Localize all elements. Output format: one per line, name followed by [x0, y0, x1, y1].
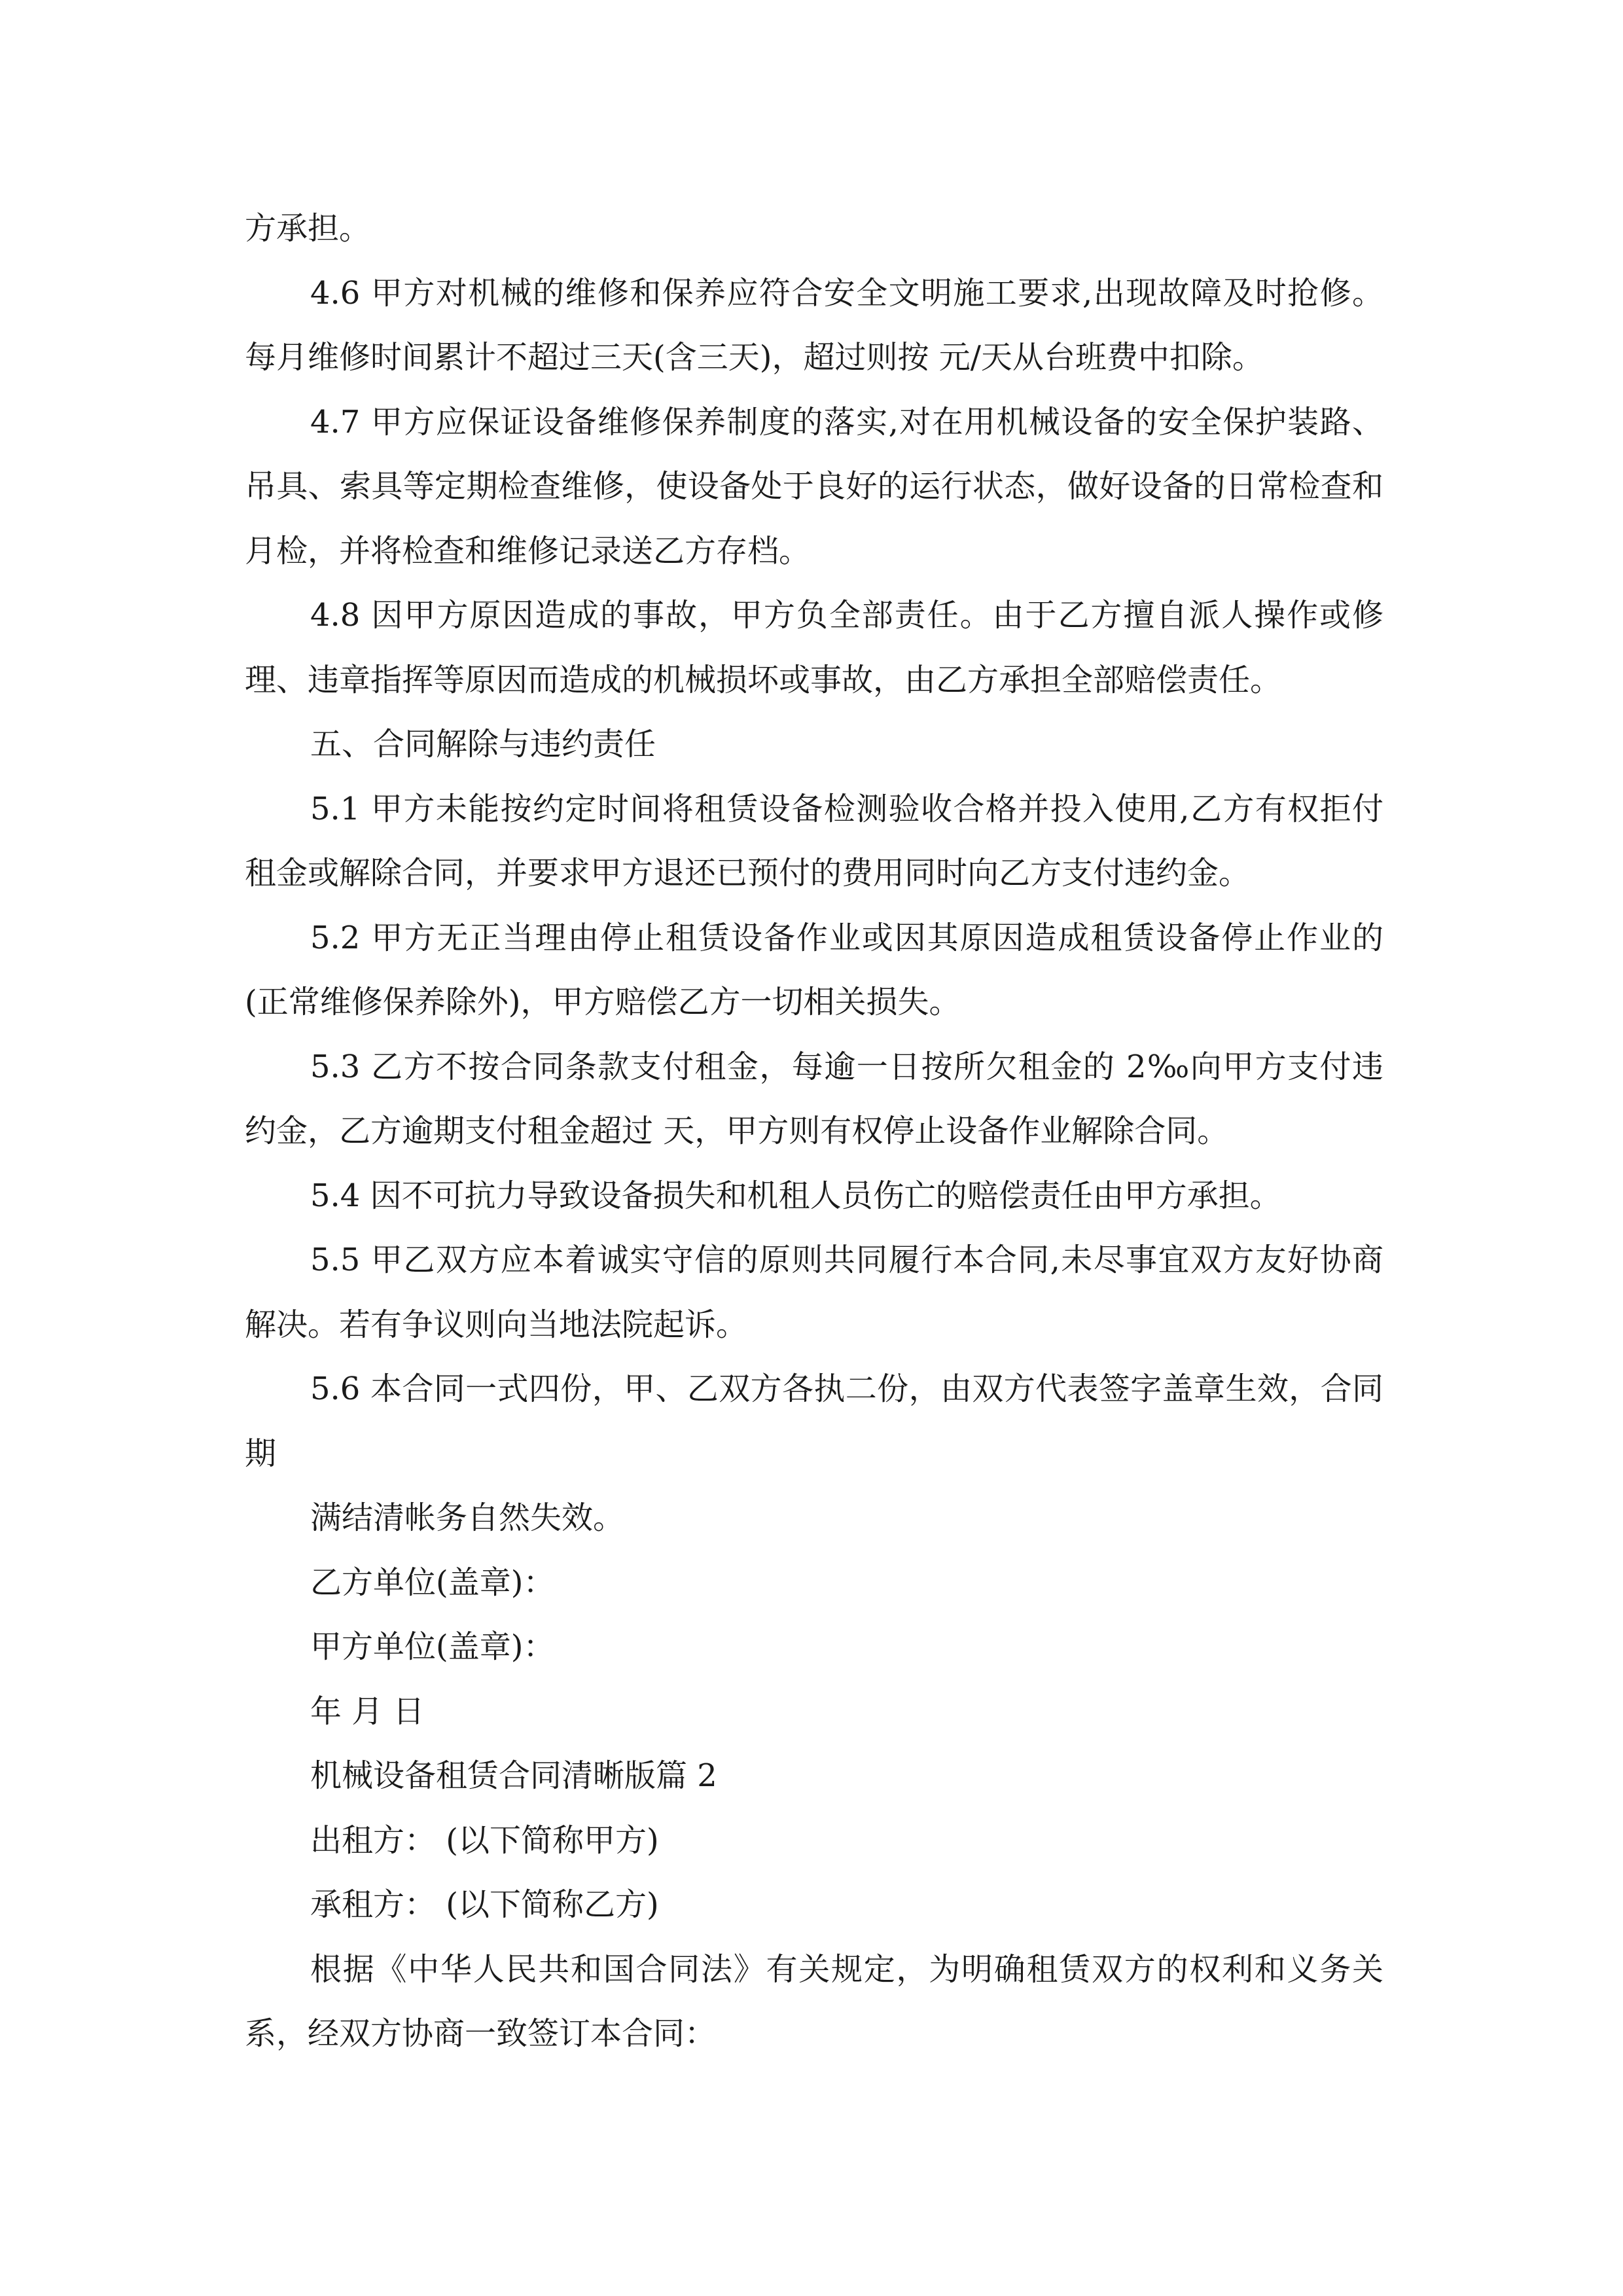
clause-5-2: 5.2 甲方无正当理由停止租赁设备作业或因其原因造成租赁设备停止作业的(正常维修保养除外)，甲方赔偿乙方一切相关损失。 — [245, 919, 1383, 1020]
clause-5-5: 5.5 甲乙双方应本着诚实守信的原则共同履行本合同,未尽事宜双方友好协商解决。若有争议则向当地法院起诉。 — [245, 1242, 1383, 1343]
clause-5-3: 5.3 乙方不按合同条款支付租金，每逾一日按所欠租金的 2‰向甲方支付违约金，乙方逾期支付租金超过 天，甲方则有权停止设备作业解除合同。 — [245, 1048, 1383, 1149]
clause-4-6: 4.6 甲方对机械的维修和保养应符合安全文明施工要求,出现故障及时抢修。每月维修时间累计不超过三天(含三天)，超过则按 元/天从台班费中扣除。 — [245, 274, 1383, 376]
date-line: 年 月 日 — [310, 1693, 425, 1730]
clause-5-4: 5.4 因不可抗力导致设备损失和机租人员伤亡的赔偿责任由甲方承担。 — [310, 1177, 1281, 1214]
contract-title-2: 机械设备租赁合同清晰版篇 2 — [310, 1757, 717, 1794]
clause-4-7: 4.7 甲方应保证设备维修保养制度的落实,对在用机械设备的安全保护装路、吊具、索具等定期检查维修，使设备处于良好的运行状态，做好设备的日常检查和月检，并将检查和维修记录送乙方存档。 — [245, 403, 1383, 569]
party-a-signature-line: 甲方单位(盖章)： — [310, 1628, 555, 1665]
clause-5-6: 5.6 本合同一式四份，甲、乙双方各执二份，由双方代表签字盖章生效，合同期 — [245, 1371, 1383, 1472]
lessee-line: 承租方： (以下简称乙方) — [310, 1886, 659, 1923]
lessor-line: 出租方： (以下简称甲方) — [310, 1821, 659, 1859]
clause-5-1: 5.1 甲方未能按约定时间将租赁设备检测验收合格并投入使用,乙方有权拒付租金或解除合同，并要求甲方退还已预付的费用同时向乙方支付违约金。 — [245, 790, 1383, 891]
preamble-paragraph: 根据《中华人民共和国合同法》有关规定，为明确租赁双方的权利和义务关系，经双方协商一致签订本合同： — [245, 1950, 1383, 2052]
clause-5-6-continuation: 满结清帐务自然失效。 — [310, 1499, 625, 1536]
document-body — [245, 196, 1383, 2066]
section-heading-5: 五、合同解除与违约责任 — [310, 726, 656, 762]
clause-4-8: 4.8 因甲方原因造成的事故，甲方负全部责任。由于乙方擅自派人操作或修理、违章指挥等原因而造成的机械损坏或事故，由乙方承担全部赔偿责任。 — [245, 597, 1383, 698]
party-b-signature-line: 乙方单位(盖章)： — [310, 1564, 555, 1601]
paragraph-continuation: 方承担。 — [245, 210, 371, 247]
